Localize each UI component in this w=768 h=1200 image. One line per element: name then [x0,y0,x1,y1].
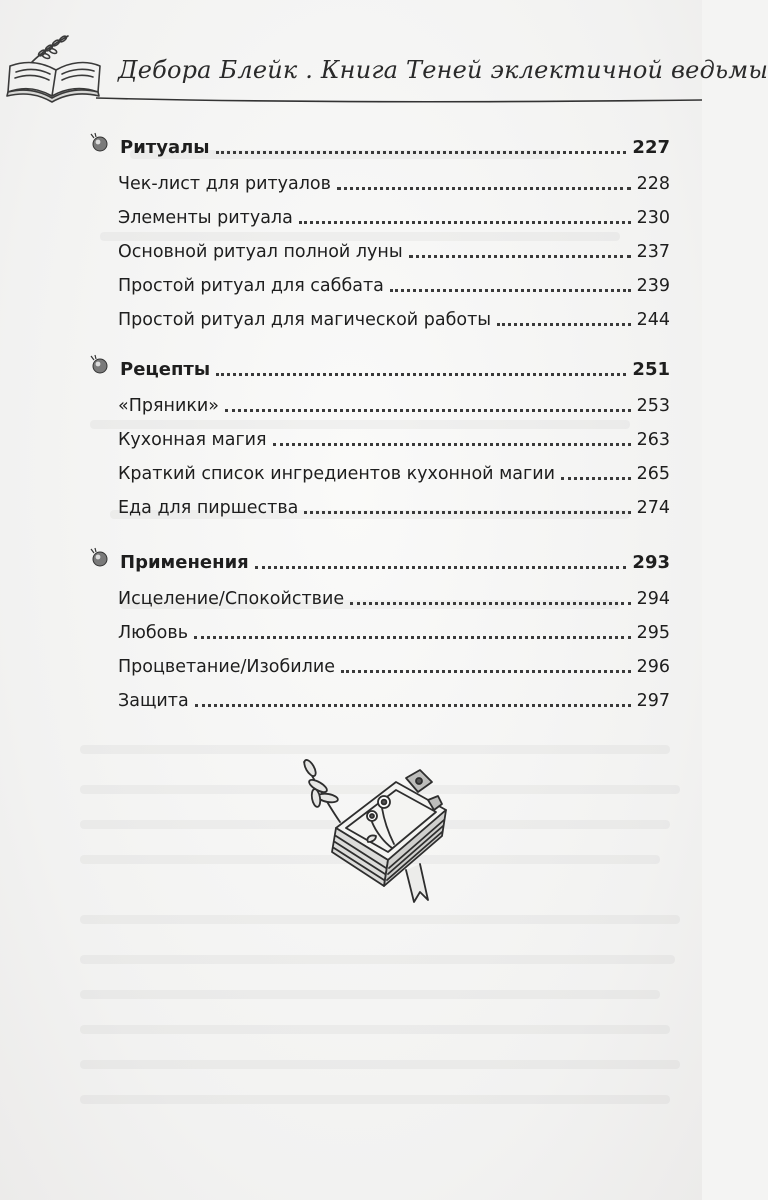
toc-entry[interactable] [118,425,670,451]
dot-leader [561,477,631,480]
running-header-title: Дебора Блейк . Книга Теней эклектичной ведьмы [118,56,768,84]
entry-page-number: 295 [636,623,670,643]
dot-leader [216,373,626,376]
entry-title: «Пряники» [118,396,219,416]
entry-title: Любовь [118,623,189,643]
toc-entry[interactable] [118,618,670,644]
entry-title: Элементы ритуала [118,208,293,228]
toc-entry[interactable] [118,169,670,195]
entry-title: Кухонная магия [118,430,267,450]
entry-title: Процветание/Изобилие [118,657,335,677]
gem-bullet-icon [88,354,110,376]
toc-entry[interactable] [118,237,670,263]
section-page-number: 227 [632,137,670,158]
dot-leader [299,221,631,224]
gem-bullet-icon [88,547,110,569]
entry-page-number: 296 [636,657,670,677]
entry-page-number: 265 [636,464,670,484]
spellbook-with-flowers-icon [296,752,464,914]
entry-page-number: 239 [636,276,670,296]
toc-entry[interactable] [118,305,670,331]
entry-page-number: 263 [636,430,670,450]
dot-leader [216,151,627,154]
toc-section-heading[interactable] [120,133,670,159]
toc-entry[interactable] [118,652,670,678]
entry-title: Основной ритуал полной луны [118,242,403,262]
toc-section-heading[interactable] [120,548,670,574]
toc-entry[interactable] [118,203,670,229]
dot-leader [194,636,631,639]
toc-entry[interactable] [118,391,670,417]
toc-section-heading[interactable] [120,355,670,381]
dot-leader [273,443,631,446]
entry-title: Чек-лист для ритуалов [118,174,331,194]
entry-page-number: 237 [636,242,670,262]
toc-entry[interactable] [118,584,670,610]
entry-page-number: 244 [636,310,670,330]
entry-title: Защита [118,691,189,711]
entry-page-number: 294 [636,589,670,609]
dot-leader [409,255,631,258]
dot-leader [195,704,631,707]
entry-page-number: 230 [636,208,670,228]
dot-leader [337,187,631,190]
entry-title: Простой ритуал для магической работы [118,310,492,330]
entry-title: Простой ритуал для саббата [118,276,384,296]
section-page-number: 293 [632,552,670,573]
dot-leader [255,566,627,569]
entry-title: Исцеление/Спокойствие [118,589,345,609]
section-title: Ритуалы [120,137,210,158]
dot-leader [304,511,630,514]
dot-leader [341,670,631,673]
entry-page-number: 228 [636,174,670,194]
gem-bullet-icon [88,132,110,154]
entry-title: Краткий список ингредиентов кухонной магии [118,464,555,484]
section-title: Рецепты [120,359,211,380]
dot-leader [350,602,630,605]
entry-page-number: 274 [636,498,670,518]
entry-title: Еда для пиршества [118,498,299,518]
entry-page-number: 297 [636,691,670,711]
toc-entry[interactable] [118,271,670,297]
toc-entry[interactable] [118,459,670,485]
header-divider-line [0,94,702,106]
section-page-number: 251 [632,359,670,380]
entry-page-number: 253 [636,396,670,416]
toc-entry[interactable] [118,686,670,712]
toc-entry[interactable] [118,493,670,519]
dot-leader [225,409,631,412]
dot-leader [497,323,631,326]
dot-leader [390,289,631,292]
section-title: Применения [120,552,249,573]
